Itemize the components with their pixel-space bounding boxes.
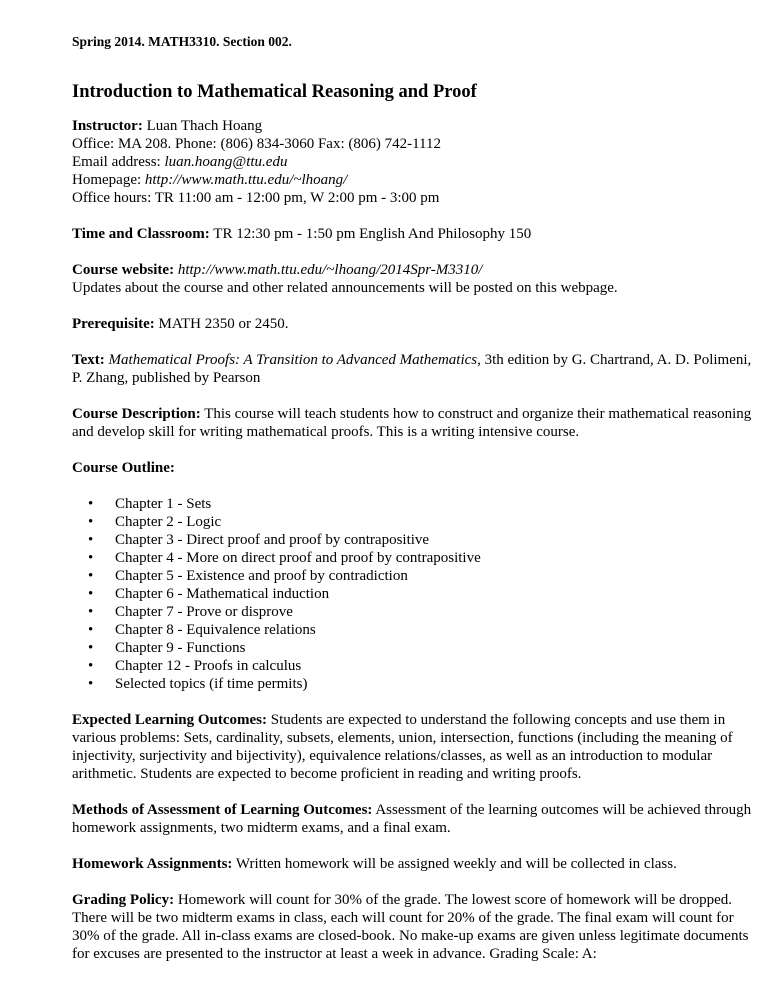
bullet-icon: • xyxy=(88,676,94,692)
office-line: Office: MA 208. Phone: (806) 834-3060 Fax: (806) 742-1112 xyxy=(72,136,441,152)
outline-item-label: Chapter 8 - Equivalence relations xyxy=(115,622,316,638)
bullet-icon: • xyxy=(88,496,94,512)
outline-item xyxy=(88,621,762,639)
outline-item-label: Selected topics (if time permits) xyxy=(115,676,308,692)
time-classroom-label: Time and Classroom: xyxy=(72,226,210,242)
email-line xyxy=(72,153,762,171)
outline-section xyxy=(72,459,762,693)
text-section xyxy=(72,351,762,387)
website-note: Updates about the course and other related announcements will be posted on this webpage. xyxy=(72,280,618,296)
outline-item xyxy=(88,513,762,531)
bullet-icon: • xyxy=(88,568,94,584)
bullet-icon: • xyxy=(88,640,94,656)
bullet-icon: • xyxy=(88,604,94,620)
office-hours-line: Office hours: TR 11:00 am - 12:00 pm, W 2:00 pm - 3:00 pm xyxy=(72,190,440,206)
textbook-title: Mathematical Proofs: A Transition to Advanced Mathematics xyxy=(104,352,478,368)
outline-label: Course Outline: xyxy=(72,460,175,476)
outline-item-label: Chapter 12 - Proofs in calculus xyxy=(115,658,302,674)
course-header: Spring 2014. MATH3310. Section 002. xyxy=(72,34,292,49)
instructor-name: Luan Thach Hoang xyxy=(142,118,263,134)
assessment-section xyxy=(72,801,762,837)
outline-item-label: Chapter 5 - Existence and proof by contradiction xyxy=(115,568,408,584)
outline-item-label: Chapter 7 - Prove or disprove xyxy=(115,604,293,620)
outline-item xyxy=(88,531,762,549)
prerequisite-section xyxy=(72,315,762,333)
document-title: Introduction to Mathematical Reasoning and Proof xyxy=(72,82,477,102)
outline-item xyxy=(88,675,762,693)
bullet-icon: • xyxy=(88,550,94,566)
time-classroom-text: TR 12:30 pm - 1:50 pm English And Philosophy 150 xyxy=(209,226,532,242)
description-label: Course Description: xyxy=(72,406,201,422)
bullet-icon: • xyxy=(88,658,94,674)
grading-text: Homework will count for 30% of the grade. The lowest score of homework will be dropped. There will be two midterm exams in class, each will count for 20% of the grade. The final exam will count for 30% of the grade. All in-class exams are closed-book. No make-up exams are given unless legitimate documents for excuses are presented to the instructor at least a week in advance. Grading Scale: A: xyxy=(72,892,749,962)
grading-label: Grading Policy: xyxy=(72,892,175,908)
outcomes-label: Expected Learning Outcomes: xyxy=(72,712,267,728)
outline-item xyxy=(88,585,762,603)
assessment-text: Assessment of the learning outcomes will be achieved through homework assignments, two midterm exams, and a final exam. xyxy=(72,802,752,836)
outline-item-label: Chapter 1 - Sets xyxy=(115,496,212,512)
website-url: http://www.math.ttu.edu/~lhoang/2014Spr-M3310/ xyxy=(174,262,483,278)
assessment-label: Methods of Assessment of Learning Outcomes: xyxy=(72,802,373,818)
description-text: This course will teach students how to construct and organize their mathematical reasoning and develop skill for writing mathematical proofs. This is a writing intensive course. xyxy=(72,406,752,440)
homework-label: Homework Assignments: xyxy=(72,856,233,872)
time-classroom-section xyxy=(72,225,762,243)
instructor-line xyxy=(72,117,762,135)
homework-section xyxy=(72,855,762,873)
description-section xyxy=(72,405,762,441)
instructor-section xyxy=(72,117,762,207)
outline-list xyxy=(72,495,762,693)
outline-item xyxy=(88,639,762,657)
bullet-icon: • xyxy=(88,514,94,530)
homepage-url: http://www.math.ttu.edu/~lhoang/ xyxy=(144,172,348,188)
prerequisite-label: Prerequisite: xyxy=(72,316,155,332)
bullet-icon: • xyxy=(88,622,94,638)
outcomes-text: Students are expected to understand the following concepts and use them in various problems: Sets, cardinality, subsets, elements, union, intersection, functions (including the meaning of injectivity, surjectivity and bijectivity), equivalence relations/classes, as well as an introduction to modular arithmetic. Students are expected to become proficient in reading and writing proofs. xyxy=(72,712,733,782)
bullet-icon: • xyxy=(88,586,94,602)
homepage-label: Homepage: xyxy=(72,172,145,188)
website-section xyxy=(72,261,762,297)
outline-item-label: Chapter 4 - More on direct proof and proof by contrapositive xyxy=(115,550,481,566)
website-line xyxy=(72,261,762,279)
outline-item xyxy=(88,603,762,621)
text-label: Text: xyxy=(72,352,105,368)
outline-item-label: Chapter 3 - Direct proof and proof by contrapositive xyxy=(115,532,430,548)
textbook-details: , 3th edition by G. Chartrand, A. D. Polimeni, P. Zhang, published by Pearson xyxy=(72,352,752,386)
outline-item xyxy=(88,567,762,585)
syllabus-page xyxy=(72,34,762,981)
bullet-icon: • xyxy=(88,532,94,548)
outline-item-label: Chapter 6 - Mathematical induction xyxy=(115,586,330,602)
homepage-line xyxy=(72,171,762,189)
homework-text: Written homework will be assigned weekly and will be collected in class. xyxy=(232,856,677,872)
outline-item xyxy=(88,495,762,513)
website-label: Course website: xyxy=(72,262,175,278)
outline-item-label: Chapter 2 - Logic xyxy=(115,514,222,530)
email-label: Email address: xyxy=(72,154,165,170)
outline-item xyxy=(88,657,762,675)
prerequisite-text: MATH 2350 or 2450. xyxy=(154,316,289,332)
email-address: luan.hoang@ttu.edu xyxy=(164,154,288,170)
outline-item-label: Chapter 9 - Functions xyxy=(115,640,246,656)
outcomes-section xyxy=(72,711,762,783)
instructor-label: Instructor: xyxy=(72,118,143,134)
outline-item xyxy=(88,549,762,567)
grading-section xyxy=(72,891,762,963)
